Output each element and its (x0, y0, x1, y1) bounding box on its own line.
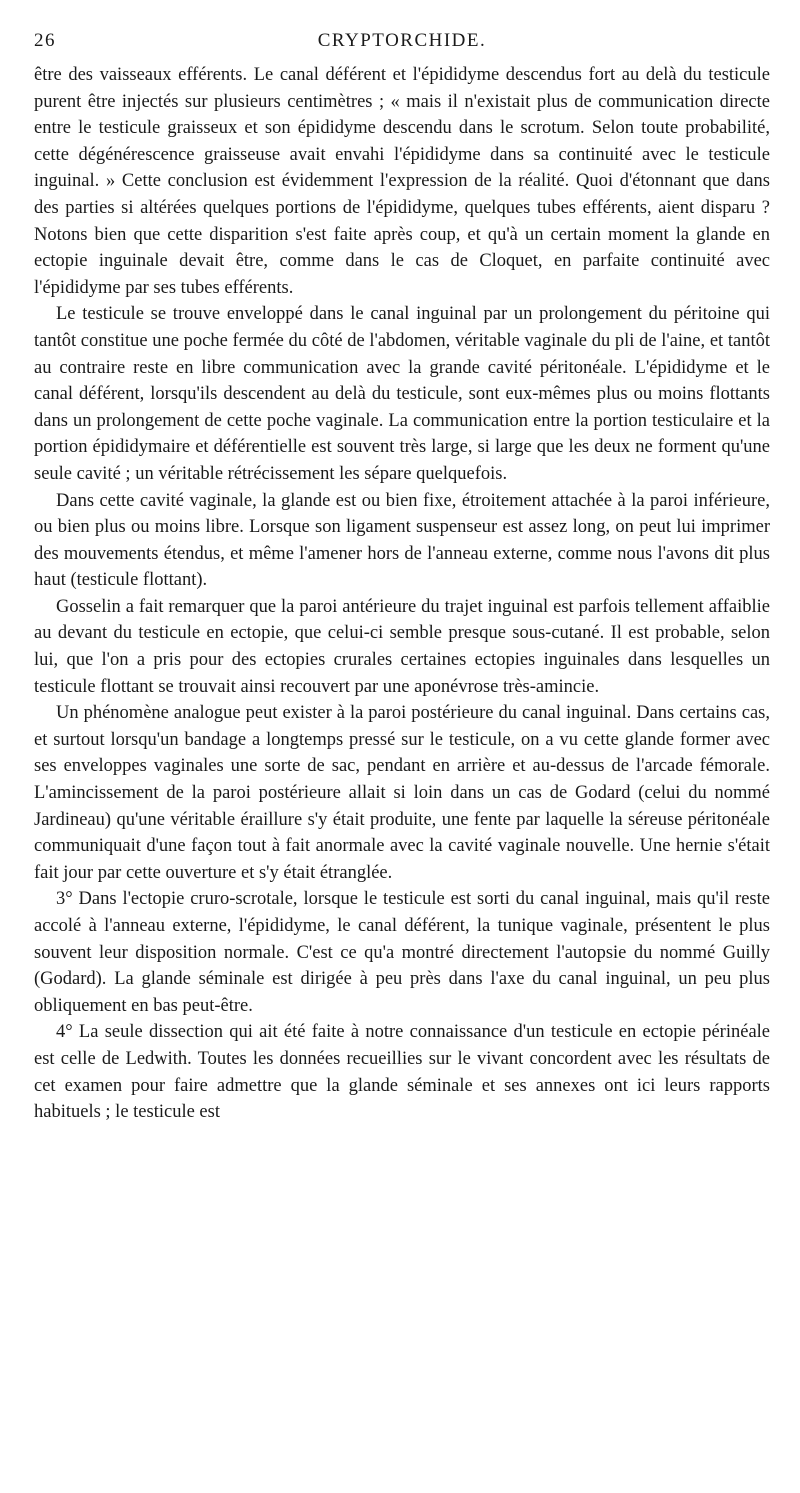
paragraph-continuation: être des vaisseaux efférents. Le canal déférent et l'épididyme descendus fort au delà du testicule purent être injectés sur plusieurs centimètres ; « mais il n'existait plus de communication directe entre le testicule graisseux et son épididyme descendu dans le scrotum. Selon toute probabilité, cette dégénérescence graisseuse avait envahi l'épididyme dans sa continuité avec le testicule inguinal. » Cette conclusion est évidemment l'expression de la réalité. Quoi d'étonnant que dans des parties si altérées quelques portions de l'épididyme, quelques tubes efférents, aient disparu ? Notons bien que cette disparition s'est faite après coup, et qu'à un certain moment la glande en ectopie inguinale devait être, comme dans le cas de Cloquet, en parfaite continuité avec l'épididyme par ses tubes efférents. (34, 65, 770, 298)
paragraph: Le testicule se trouve enveloppé dans le canal inguinal par un prolongement du péritoine qui tantôt constitue une poche fermée du côté de l'abdomen, véritable vaginale du pli de l'aine, et tantôt au contraire reste en libre communication avec la grande cavité péritonéale. L'épididyme et le canal déférent, lorsqu'ils descendent au delà du testicule, sont eux-mêmes plus ou moins flottants dans un prolongement de cette poche vaginale. La communication entre la portion testiculaire et la portion épididymaire et déférentielle est souvent très large, si large que les deux ne forment qu'une seule cavité ; un véritable rétrécissement les sépare quelquefois. (34, 304, 770, 484)
paragraph: Dans cette cavité vaginale, la glande est ou bien fixe, étroitement attachée à la paroi inférieure, ou bien plus ou moins libre. Lorsque son ligament suspenseur est assez long, on peut lui imprimer des mouvements étendus, et même l'amener hors de l'anneau externe, comme nous l'avons dit plus haut (testicule flottant). (34, 490, 770, 591)
page-number: 26 (34, 30, 56, 51)
paragraph: Gosselin a fait remarquer que la paroi antérieure du trajet inguinal est parfois tellement affaiblie au devant du testicule en ectopie, que celui-ci semble presque sous-cutané. Il est probable, selon lui, que l'on a pris pour des ectopies crurales certaines ectopies inguinales dans lesquelles un testicule flottant se trouvait ainsi recouvert par une aponévrose très-amincie. (34, 596, 770, 697)
paragraph-item-3: 3° Dans l'ectopie cruro-scrotale, lorsque le testicule est sorti du canal inguinal, mais qu'il reste accolé à l'anneau externe, l'épididyme, le canal déférent, la tunique vaginale, présentent le plus souvent leur disposition normale. C'est ce qu'a montré directement l'autopsie du nommé Guilly (Godard). La glande séminale est dirigée à peu près dans l'axe du canal inguinal, un peu plus obliquement en bas peut-être. (34, 889, 770, 1016)
page-header (34, 22, 770, 60)
book-page (34, 22, 770, 1126)
body-text (34, 62, 770, 1126)
paragraph: Un phénomène analogue peut exister à la paroi postérieure du canal inguinal. Dans certains cas, et surtout lorsqu'un bandage a longtemps pressé sur le testicule, on a vu cette glande former avec ses enveloppes vaginales une sorte de sac, pendant en arrière et au-dessus de l'arcade fémorale. L'amincissement de la paroi postérieure allait si loin dans un cas de Godard (celui du nommé Jardineau) qu'une véritable éraillure s'y était produite, une fente par laquelle la séreuse péritonéale communiquait d'une façon tout à fait anormale avec la cavité vaginale nouvelle. Une hernie s'était fait jour par cette ouverture et s'y était étranglée. (34, 703, 770, 883)
paragraph-item-4: 4° La seule dissection qui ait été faite à notre connaissance d'un testicule en ectopie périnéale est celle de Ledwith. Toutes les données recueillies sur le vivant concordent avec les résultats de cet examen pour faire admettre que la glande séminale et ses annexes ont ici leurs rapports habituels ; le testicule est (34, 1022, 770, 1123)
running-title: CRYPTORCHIDE. (317, 30, 487, 51)
